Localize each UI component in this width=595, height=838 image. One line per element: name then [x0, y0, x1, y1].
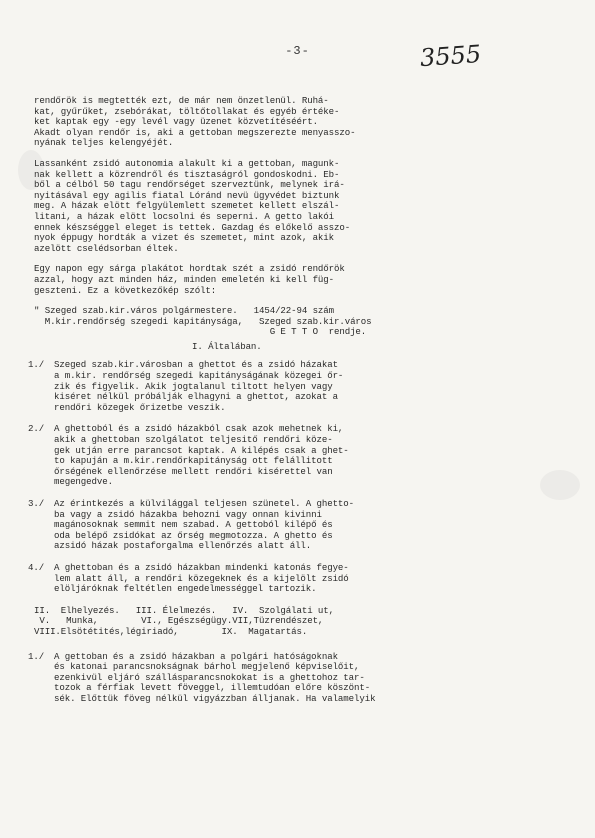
text-line: Az érintkezés a külvilággal teljesen szünetel. A ghetto-: [54, 498, 355, 509]
text-line: A gettoban és a zsidó házakban a polgári hatóságoknak: [54, 650, 338, 662]
text-line: nyának teljes kelengyéjét.: [34, 137, 174, 149]
text-line: a m.kir. rendőrség szegedi kapitányságának közegei őr-: [54, 370, 344, 382]
text-line: ennek készséggel eleget is tettek. Gazdag és előkelő asszo-: [34, 221, 351, 233]
text-line: azsidó házak postaforgalma ellenőrzés alatt áll.: [54, 540, 312, 552]
intro-paragraph: [34, 96, 582, 149]
poster-paragraph: [34, 264, 582, 296]
text-line: nyok éppugy hordták a vizet és szemetet, mint azok, akik: [34, 232, 335, 244]
text-line: őrségének ellenőrzése mellett rendőri kisérettel van: [54, 465, 333, 477]
text-line: megengedve.: [54, 476, 113, 488]
text-line: litani, a házak elött locsolni és seperni. A getto lakói: [34, 210, 335, 222]
text-line: M.kir.rendőrség szegedi kapitánysága, Szeged szab.kir.város: [34, 315, 372, 327]
text-line: VIII.Elsötétités,légiriadó, IX. Magatartás.: [34, 625, 308, 637]
text-line: ket kaptak egy -egy levél vagy üzenet közvetítéséért.: [34, 116, 318, 128]
regulation-item: [28, 561, 582, 595]
text-line: lem alatt áll, a rendőri közegeknek és a kijelölt zsidó: [54, 572, 349, 584]
text-line: meg. A házak elött felgyülemlett szemetet kellett elszál-: [34, 200, 340, 212]
regulation-item: [28, 423, 582, 488]
archive-number-handwritten: 3555: [419, 39, 482, 73]
text-line: rendőri közegek őrizetbe veszik.: [54, 401, 226, 413]
text-line: zik és figyelik. Akik jogtalanul tiltott helyen vagy: [54, 380, 333, 392]
regulation-item: [28, 498, 582, 552]
text-line: " Szeged szab.kir.város polgármestere. 1454/22-94 szám: [34, 305, 335, 317]
text-line: nak kellett a közrendről és tisztaságról gondoskodni. Eb-: [34, 168, 340, 180]
text-line: to kapuján a m.kir.rendőrkapitányság ott felállitott: [54, 455, 333, 467]
section-heading: I. Általában.: [192, 340, 262, 352]
text-line: gek utján erre parancsot kaptak. A kilépés csak a ghet-: [54, 444, 349, 456]
text-line: II. Elhelyezés. III. Élelmezés. IV. Szolgálati ut,: [34, 604, 335, 616]
text-line: magánosoknak semmit nem szabad. A gettoból kilépő és: [54, 519, 333, 531]
text-line: akik a ghettoban szolgálatot teljesitő rendőri köze-: [54, 434, 333, 446]
text-line: geszteni. Ez a következőkép szólt:: [34, 284, 217, 296]
text-line: sék. Előttük föveg nélkül vigyázzban álljanak. Ha valamelyik: [54, 692, 376, 704]
paper-smudge: [18, 150, 44, 190]
text-line: Szeged szab.kir.városban a ghettot és a zsidó házakat: [54, 359, 338, 371]
page-number: -3-: [285, 44, 310, 58]
document-body: [28, 95, 582, 716]
text-line: ezenkivül eljáró szállásparancsnokokat is a ghettohoz tar-: [54, 671, 365, 683]
text-line: azzal, hogy azt minden ház, minden emeletén ki kell füg-: [34, 273, 335, 285]
regulation-item: [28, 359, 582, 413]
text-line: tozok a férfiak levett föveggel, illemtudóan előre köszönt-: [54, 682, 371, 694]
text-line: G E T T O rendje.: [34, 326, 367, 338]
quote-header: [34, 306, 582, 338]
text-line: oda belépő zsidókat az őrség megmotozza. A ghetto és: [54, 529, 333, 541]
item-number: 1./: [28, 359, 45, 371]
text-line: ba vagy a zsidó házakba behozni vagy onnan kivinni: [54, 508, 322, 520]
text-line: kiséret nélkül próbálják elhagyni a ghettot, azokat a: [54, 391, 338, 403]
item-number: 2./: [28, 423, 45, 435]
text-line: azelött cselédsorban éltek.: [34, 242, 179, 254]
item-number: 1./: [28, 650, 45, 662]
item-number: 3./: [28, 498, 45, 509]
text-line: Egy napon egy sárga plakátot hordtak szét a zsidó rendőrök: [34, 263, 345, 275]
item-number: 4./: [28, 561, 45, 573]
text-line: rendőrök is megtették ezt, de már nem önzetlenül. Ruhá-: [34, 95, 329, 106]
text-line: Akadt olyan rendőr is, aki a gettoban megszerezte menyasszo-: [34, 126, 356, 138]
section-list: [34, 606, 582, 638]
regulation-item: [28, 650, 582, 705]
paper-smudge: [540, 470, 580, 500]
text-line: A ghettoból és a zsidó házakból csak azok mehetnek ki,: [54, 423, 344, 435]
text-line: V. Munka, VI., Egészségügy.VII,Tüzrendészet,: [34, 615, 324, 627]
text-line: elöljáróknak feltétlen engedelmességgel tartozik.: [54, 583, 317, 595]
text-line: A ghettoban és a zsidó házakban mindenki katonás fegye-: [54, 561, 349, 573]
text-line: nyitásával egy agilis fiatal Lóránd nevü ügyvédet biztunk: [34, 189, 340, 201]
text-line: és katonai parancsnokságnak bárhol megjelenő képviselőit,: [54, 661, 360, 673]
autonomy-paragraph: [34, 159, 582, 254]
text-line: Lassanként zsidó autonomia alakult ki a gettoban, magunk-: [34, 157, 340, 169]
text-line: ből a célból 50 tagu rendőrséget szerveztünk, melynek irá-: [34, 179, 345, 191]
text-line: kat, gyűrűket, zsebórákat, töltőtollakat és egyéb értéke-: [34, 105, 340, 117]
